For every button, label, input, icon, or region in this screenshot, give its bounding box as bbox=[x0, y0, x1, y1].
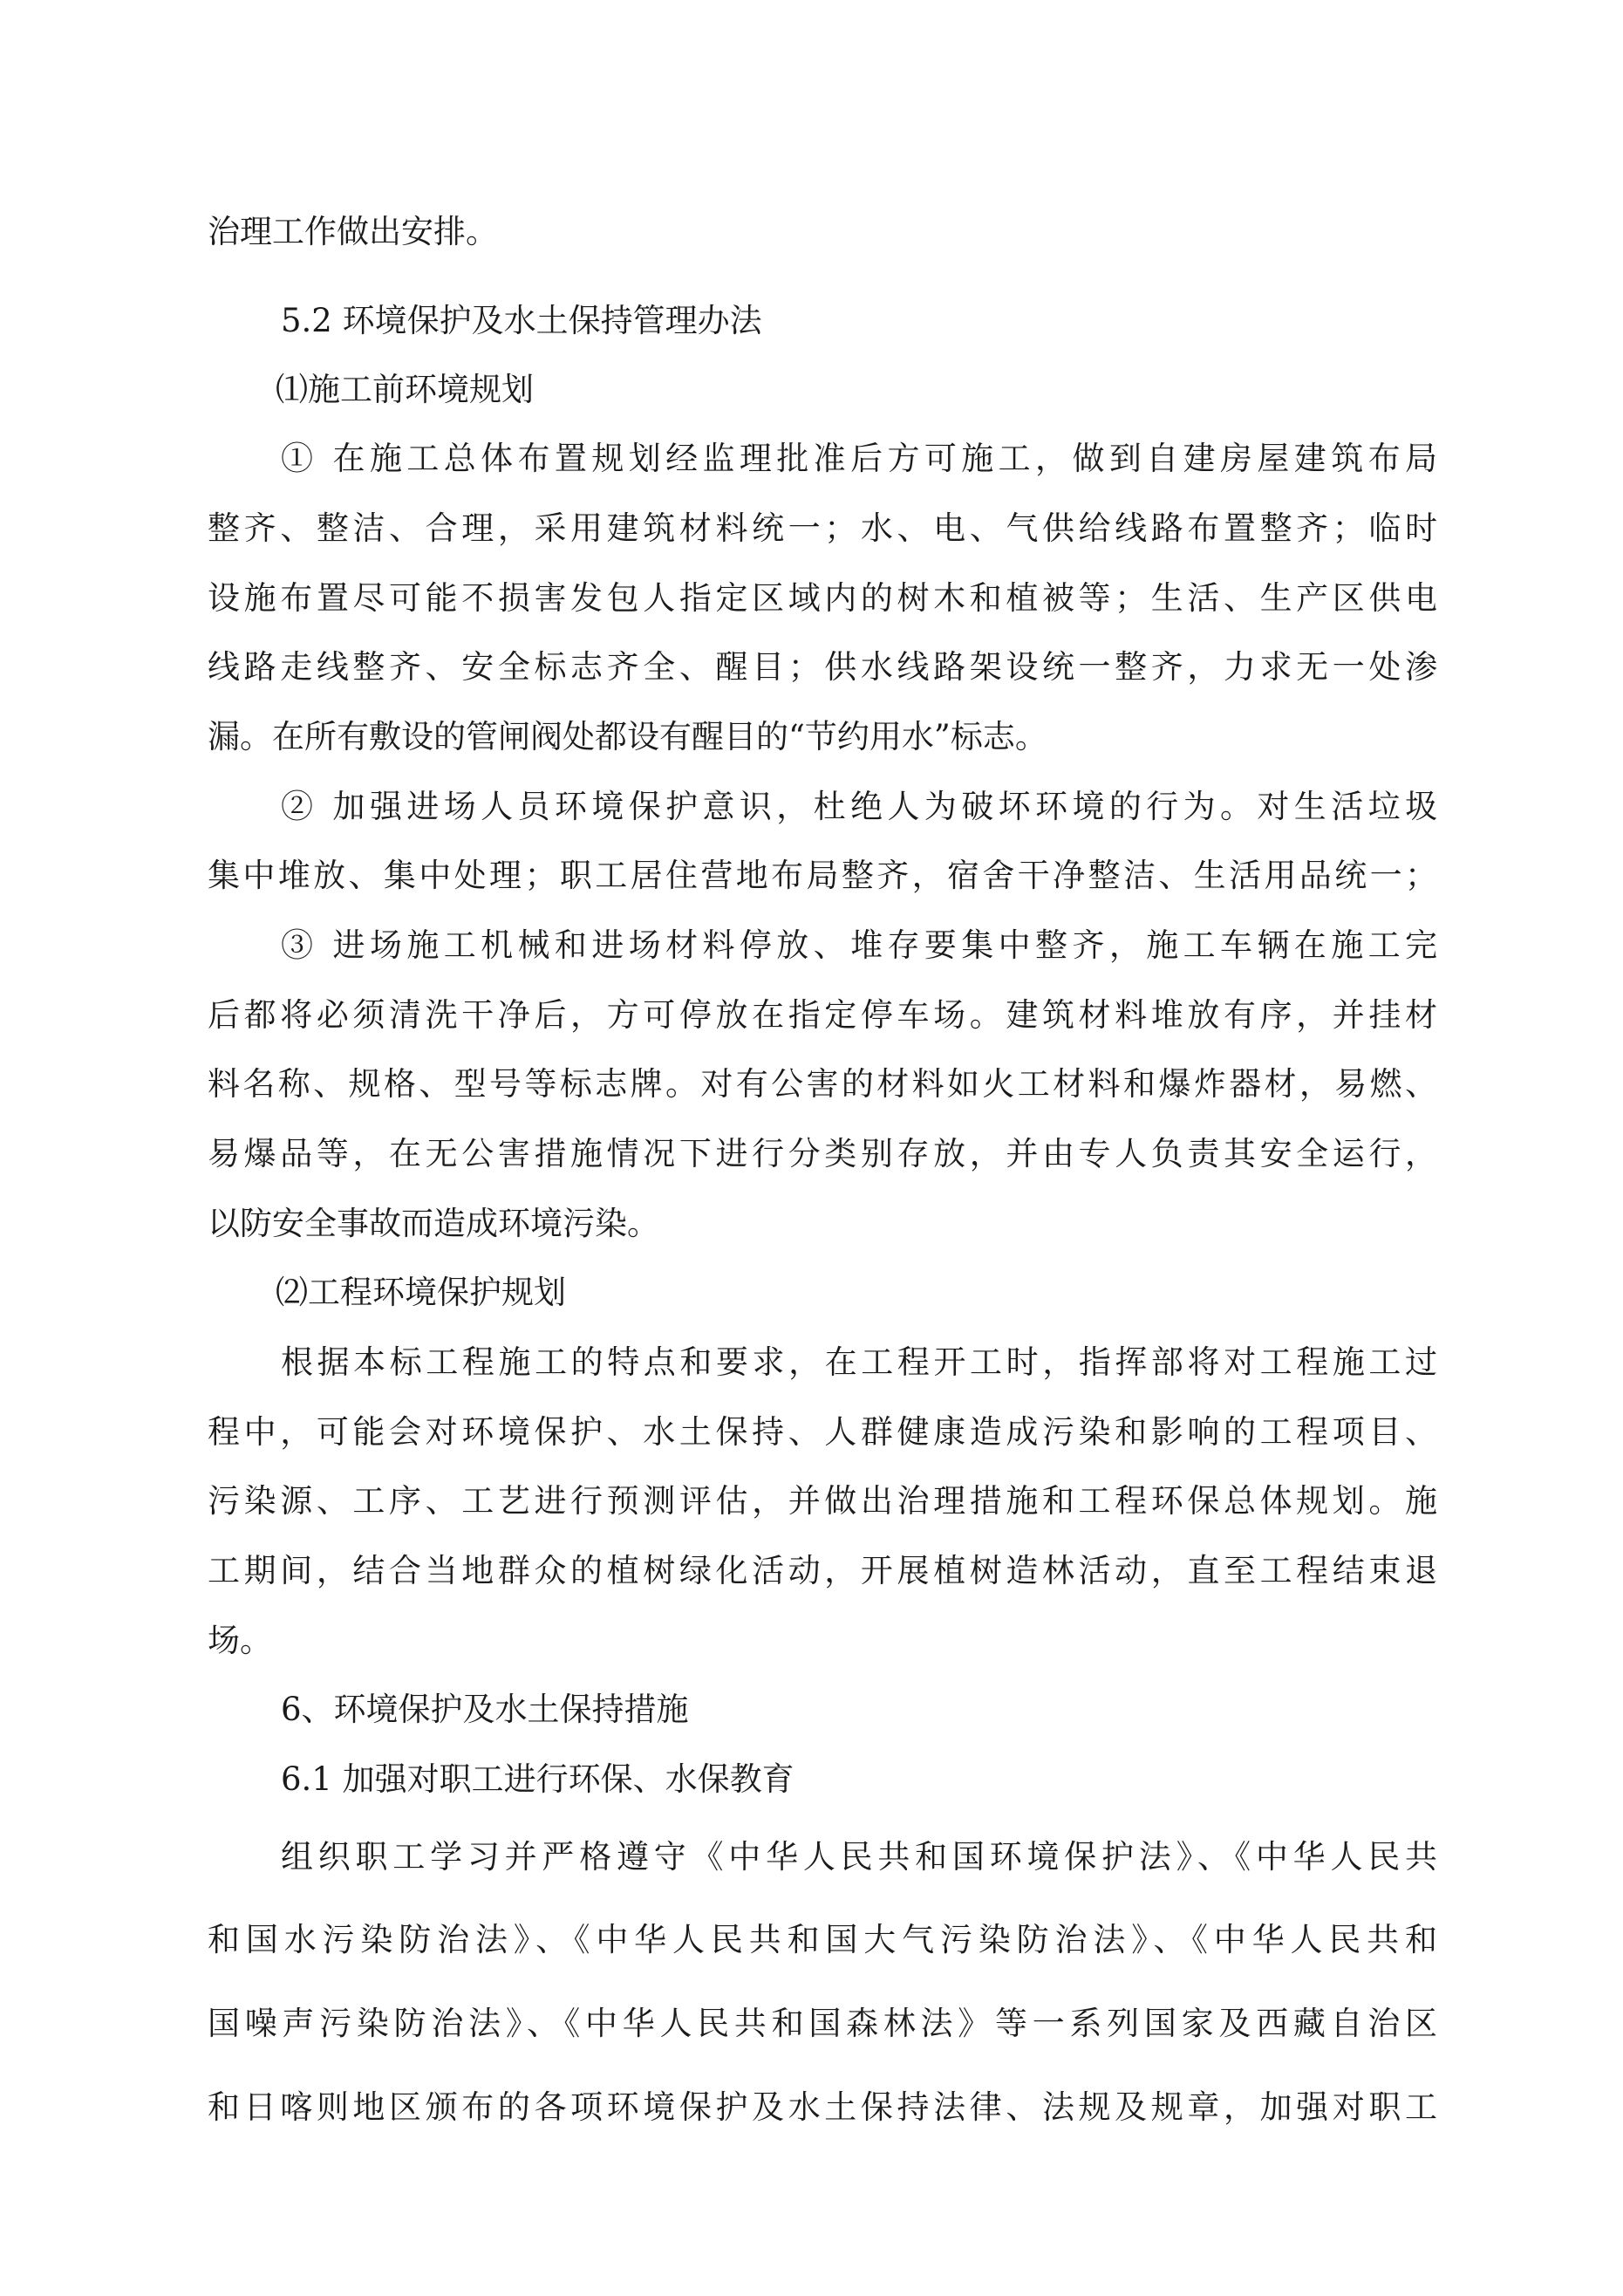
paragraph-line: 集中堆放、集中处理；职工居住营地布局整齐，宿舍干净整洁、生活用品统一； bbox=[208, 857, 1437, 894]
section-heading-5-2: 5.2 环境保护及水土保持管理办法 bbox=[281, 302, 762, 339]
paragraph-line: 整齐、整洁、合理，采用建筑材料统一；水、电、气供给线路布置整齐；临时 bbox=[208, 509, 1437, 547]
paragraph-line: 根据本标工程施工的特点和要求，在工程开工时，指挥部将对工程施工过 bbox=[281, 1343, 1437, 1381]
paragraph-line: 料名称、规格、型号等标志牌。对有公害的材料如火工材料和爆炸器材，易燃、 bbox=[208, 1065, 1437, 1103]
paragraph-line: 程中，可能会对环境保护、水土保持、人群健康造成污染和影响的工程项目、 bbox=[208, 1413, 1437, 1451]
paragraph-line: 国噪声污染防治法》、《中华人民共和国森林法》等一系列国家及西藏自治区 bbox=[208, 2005, 1437, 2042]
paragraph-line: ③ 进场施工机械和进场材料停放、堆存要集中整齐，施工车辆在施工完 bbox=[281, 926, 1437, 964]
paragraph-line: ② 加强进场人员环境保护意识，杜绝人为破坏环境的行为。对生活垃圾 bbox=[281, 788, 1437, 825]
paragraph-line: 漏。在所有敷设的管闸阀处都设有醒目的“节约用水”标志。 bbox=[208, 718, 1047, 755]
paragraph-line: 和日喀则地区颁布的各项环境保护及水土保持法律、法规及规章，加强对职工 bbox=[208, 2088, 1437, 2126]
paragraph-line: 易爆品等，在无公害措施情况下进行分类别存放，并由专人负责其安全运行， bbox=[208, 1135, 1437, 1172]
paragraph-line: 场。 bbox=[208, 1622, 272, 1659]
subheading-1: ⑴施工前环境规划 bbox=[276, 371, 534, 408]
subheading-2: ⑵工程环境保护规划 bbox=[276, 1274, 566, 1311]
paragraph-line: 以防安全事故而造成环境污染。 bbox=[208, 1205, 659, 1242]
paragraph-line: 治理工作做出安排。 bbox=[208, 213, 498, 250]
paragraph-line: ① 在施工总体布置规划经监理批准后方可施工，做到自建房屋建筑布局 bbox=[281, 440, 1437, 477]
paragraph-line: 工期间，结合当地群众的植树绿化活动，开展植树造林活动，直至工程结束退 bbox=[208, 1552, 1437, 1589]
paragraph-line: 和国水污染防治法》、《中华人民共和国大气污染防治法》、《中华人民共和 bbox=[208, 1921, 1437, 1958]
section-heading-6: 6、环境保护及水土保持措施 bbox=[281, 1691, 689, 1728]
paragraph-line: 组织职工学习并严格遵守《中华人民共和国环境保护法》、《中华人民共 bbox=[281, 1838, 1437, 1876]
paragraph-line: 污染源、工序、工艺进行预测评估，并做出治理措施和工程环保总体规划。施 bbox=[208, 1482, 1437, 1520]
paragraph-line: 线路走线整齐、安全标志齐全、醒目；供水线路架设统一整齐，力求无一处渗 bbox=[208, 648, 1437, 686]
section-heading-6-1: 6.1 加强对职工进行环保、水保教育 bbox=[281, 1760, 794, 1798]
paragraph-line: 设施布置尽可能不损害发包人指定区域内的树木和植被等；生活、生产区供电 bbox=[208, 579, 1437, 617]
paragraph-line: 后都将必须清洗干净后，方可停放在指定停车场。建筑材料堆放有序，并挂材 bbox=[208, 996, 1437, 1034]
